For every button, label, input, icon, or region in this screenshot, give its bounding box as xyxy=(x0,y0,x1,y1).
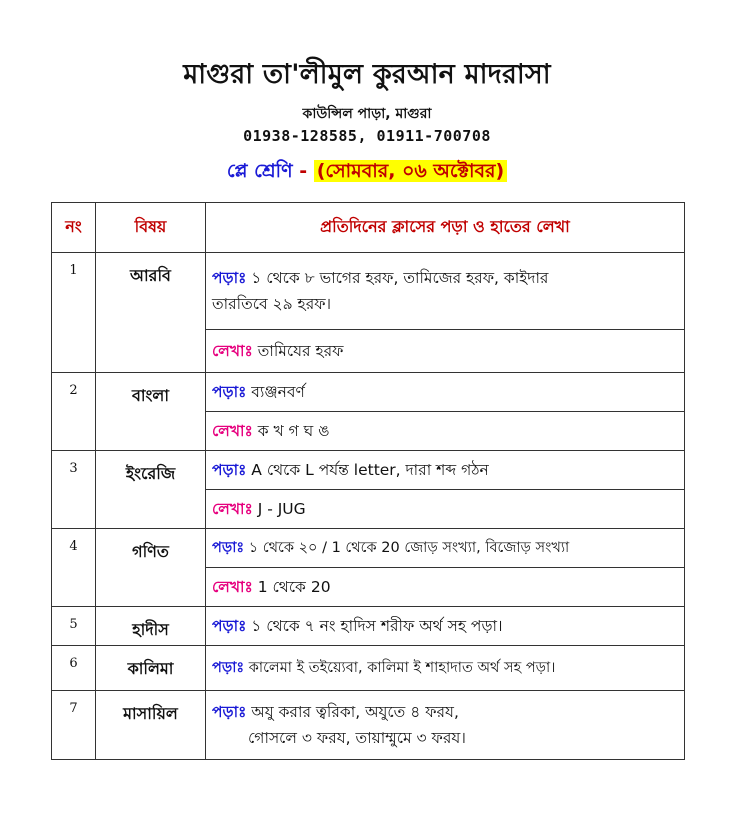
row-number: 4 xyxy=(52,529,96,607)
read-text: কালেমা ই তইয়্যেবা, কালিমা ই শাহাদাত অর্থ সহ পড়া। xyxy=(248,660,556,676)
write-cell xyxy=(206,412,685,451)
read-text: ১ থেকে ৮ ভাগের হরফ, তামিজের হরফ, কাইদার xyxy=(251,268,549,287)
row-number: 7 xyxy=(52,691,96,760)
read-label: পড়াঃ xyxy=(212,461,247,479)
read-text: ব্যঞ্জনবর্ণ xyxy=(251,383,305,401)
write-cell xyxy=(206,329,685,372)
write-label: লেখাঃ xyxy=(212,578,253,596)
read-label: পড়াঃ xyxy=(212,383,247,401)
page-title: মাগুরা তা'লীমুল কুরআন মাদরাসা xyxy=(183,59,551,90)
row-number: 5 xyxy=(52,607,96,646)
read-text: A থেকে L পর্যন্ত letter, দারা শব্দ গঠন xyxy=(251,461,489,479)
row-number: 6 xyxy=(52,646,96,691)
table-row xyxy=(52,373,685,412)
table-header-row xyxy=(52,203,685,253)
header-details: প্রতিদিনের ক্লাসের পড়া ও হাতের লেখা xyxy=(206,203,685,253)
write-label: লেখাঃ xyxy=(212,422,253,440)
write-cell xyxy=(206,490,685,529)
row-subject: মাসায়িল xyxy=(96,691,206,760)
read-text: ১ থেকে ২০ / 1 থেকে 20 জোড় সংখ্যা, বিজোড় সংখ্যা xyxy=(248,540,570,556)
read-label: পড়াঃ xyxy=(212,617,247,635)
madrasa-address: কাউন্সিল পাড়া, মাগুরা xyxy=(302,106,432,122)
read-text-line2: তারতিবে ২৯ হরফ। xyxy=(212,294,332,313)
header-subject: বিষয় xyxy=(96,203,206,253)
table-row xyxy=(52,253,685,330)
read-cell xyxy=(206,691,685,760)
row-subject: গণিত xyxy=(96,529,206,607)
class-date: (সোমবার, ০৬ অক্টোবর) xyxy=(314,160,507,182)
read-text: ১ থেকে ৭ নং হাদিস শরীফ অর্থ সহ পড়া। xyxy=(251,617,503,635)
write-text: 1 থেকে 20 xyxy=(257,578,331,596)
read-cell xyxy=(206,451,685,490)
write-text: J - JUG xyxy=(257,500,306,518)
read-cell xyxy=(206,607,685,646)
read-text: অযু করার ত্বরিকা, অযুতে ৪ ফরয, xyxy=(251,703,459,721)
row-subject: আরবি xyxy=(96,253,206,373)
row-number: 3 xyxy=(52,451,96,529)
write-label: লেখাঃ xyxy=(212,341,253,360)
write-label: লেখাঃ xyxy=(212,500,253,518)
read-cell xyxy=(206,253,685,330)
class-name: প্লে শ্রেণি xyxy=(226,160,293,182)
header-number: নং xyxy=(52,203,96,253)
read-label: পড়াঃ xyxy=(212,540,245,556)
table-row xyxy=(52,607,685,646)
read-label: পড়াঃ xyxy=(212,268,247,287)
phone-numbers: 01938-128585, 01911-700708 xyxy=(243,127,491,145)
table-row xyxy=(52,646,685,691)
table-row xyxy=(52,691,685,760)
read-text-line2: গোসলে ৩ ফরয, তায়াম্মুমে ৩ ফরয। xyxy=(248,729,466,747)
row-number: 2 xyxy=(52,373,96,451)
class-date-line xyxy=(0,157,734,189)
read-cell xyxy=(206,529,685,568)
write-text: তামিযের হরফ xyxy=(257,341,344,360)
row-subject: ইংরেজি xyxy=(96,451,206,529)
daily-lesson-table xyxy=(51,202,685,760)
write-cell xyxy=(206,568,685,607)
read-cell xyxy=(206,646,685,691)
row-subject: বাংলা xyxy=(96,373,206,451)
row-subject: কালিমা xyxy=(96,646,206,691)
read-label: পড়াঃ xyxy=(212,703,247,721)
read-label: পড়াঃ xyxy=(212,660,245,676)
table-row xyxy=(52,451,685,490)
write-text: ক খ গ ঘ ঙ xyxy=(257,422,330,440)
class-date-separator: - xyxy=(292,160,314,182)
row-number: 1 xyxy=(52,253,96,373)
table-row xyxy=(52,529,685,568)
read-cell xyxy=(206,373,685,412)
row-subject: হাদীস xyxy=(96,607,206,646)
